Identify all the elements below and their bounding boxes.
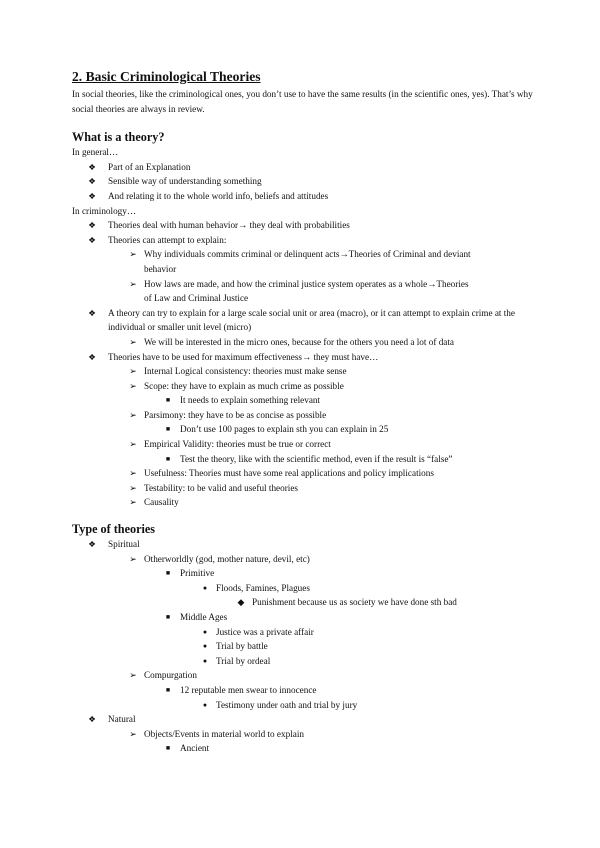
list-item xyxy=(72,408,542,423)
list-item xyxy=(72,566,542,581)
list-item-text: Part of an Explanation xyxy=(108,161,191,172)
list-item xyxy=(72,712,542,727)
section-heading-type-of-theories: Type of theories xyxy=(72,522,156,537)
diamond-bullet-icon: ❖ xyxy=(88,539,96,550)
arrow-bullet-icon: ➢ xyxy=(129,336,137,347)
list-item xyxy=(72,306,524,335)
page-title: 2. Basic Criminological Theories xyxy=(72,69,261,84)
list-item xyxy=(72,668,542,683)
arrow-bullet-icon: ➢ xyxy=(129,670,137,681)
arrow-bullet-icon: ➢ xyxy=(129,553,137,564)
list-item xyxy=(72,683,542,698)
square-bullet-icon: ■ xyxy=(165,454,171,463)
list-item-text: Spiritual xyxy=(108,539,140,550)
list-item-text: Causality xyxy=(144,497,179,508)
list-item-text: Theories deal with human behavior→ they deal with probabilities xyxy=(108,220,350,231)
list-item-text: Justice was a private affair xyxy=(216,626,314,637)
diamond-bullet-icon: ❖ xyxy=(88,234,96,245)
document-page xyxy=(72,68,542,756)
square-bullet-icon: ■ xyxy=(165,685,171,694)
dot-bullet-icon: ● xyxy=(202,583,208,592)
dot-bullet-icon: ● xyxy=(202,656,208,665)
list-item xyxy=(72,364,542,379)
list-item xyxy=(72,174,542,189)
diamond-bullet-icon: ❖ xyxy=(88,307,96,318)
list-item-text: Testability: to be valid and useful theories xyxy=(144,482,298,493)
list-item-text: Why individuals commits criminal or delinquent acts→Theories of Criminal and deviant behavior xyxy=(144,249,471,274)
list-item xyxy=(72,452,542,467)
list-item-text: Compurgation xyxy=(144,670,197,681)
list-item-text: Otherworldly (god, mother nature, devil, etc) xyxy=(144,553,310,564)
list-item xyxy=(72,727,542,742)
arrow-bullet-icon: ➢ xyxy=(129,439,137,450)
list-item-text: Testimony under oath and trial by jury xyxy=(216,699,358,710)
list-item-text: It needs to explain something relevant xyxy=(180,395,321,406)
list-item-text: Theories have to be used for maximum effectiveness→ they must have… xyxy=(108,351,379,362)
section-heading-what-is-theory: What is a theory? xyxy=(72,130,165,145)
square-bullet-icon: ■ xyxy=(165,744,171,753)
list-item-text: Punishment because us as society we have done sth bad xyxy=(252,597,457,608)
arrow-bullet-icon: ➢ xyxy=(129,249,137,260)
list-item xyxy=(72,481,542,496)
list-item-text: Objects/Events in material world to explain xyxy=(144,728,304,739)
spacer xyxy=(72,116,542,129)
arrow-bullet-icon: ➢ xyxy=(129,278,137,289)
arrow-bullet-icon: ➢ xyxy=(129,380,137,391)
black-diamond-bullet-icon: ◆ xyxy=(237,597,245,608)
list-item xyxy=(72,393,542,408)
diamond-bullet-icon: ❖ xyxy=(88,161,96,172)
list-item xyxy=(72,595,542,610)
arrow-bullet-icon: ➢ xyxy=(129,728,137,739)
diamond-bullet-icon: ❖ xyxy=(88,351,96,362)
diamond-bullet-icon: ❖ xyxy=(88,714,96,725)
arrow-bullet-icon: ➢ xyxy=(129,468,137,479)
list-item xyxy=(72,160,542,175)
list-item xyxy=(72,495,542,510)
list-item xyxy=(72,437,542,452)
diamond-bullet-icon: ❖ xyxy=(88,190,96,201)
list-item-text: Natural xyxy=(108,714,136,725)
arrow-bullet-icon: ➢ xyxy=(129,366,137,377)
list-item-text: Trial by ordeal xyxy=(216,655,271,666)
list-item xyxy=(72,581,542,596)
list-item xyxy=(72,335,542,350)
list-item xyxy=(72,625,542,640)
arrow-bullet-icon: ➢ xyxy=(129,409,137,420)
list-item-text: Ancient xyxy=(180,743,210,754)
list-item xyxy=(72,741,542,756)
list-item xyxy=(72,610,542,625)
arrow-bullet-icon: ➢ xyxy=(129,497,137,508)
square-bullet-icon: ■ xyxy=(165,396,171,405)
list-item-text: And relating it to the whole world info, beliefs and attitudes xyxy=(108,190,329,201)
list-item-text: Trial by battle xyxy=(216,641,268,652)
dot-bullet-icon: ● xyxy=(202,642,208,651)
list-item xyxy=(72,350,542,365)
list-item xyxy=(72,189,542,204)
list-item xyxy=(72,247,504,276)
list-item-text: 12 reputable men swear to innocence xyxy=(180,684,317,695)
list-item-text: Don’t use 100 pages to explain sth you can explain in 25 xyxy=(180,424,389,435)
list-item xyxy=(72,537,542,552)
list-item-text: Sensible way of understanding something xyxy=(108,176,262,187)
square-bullet-icon: ■ xyxy=(165,425,171,434)
list-item-text: Scope: they have to explain as much crime as possible xyxy=(144,380,344,391)
list-item xyxy=(72,466,542,481)
diamond-bullet-icon: ❖ xyxy=(88,176,96,187)
list-item-text: Usefulness: Theories must have some real applications and policy implications xyxy=(144,468,434,479)
list-item-text: We will be interested in the micro ones, because for the others you need a lot of data xyxy=(144,336,454,347)
list-item xyxy=(72,233,542,248)
list-item-text: A theory can try to explain for a large scale social unit or area (macro), or it can attempt to explain crime at the individual or smaller unit level (micro) xyxy=(108,307,515,333)
list-item xyxy=(72,277,474,306)
list-item xyxy=(72,654,542,669)
intro-paragraph: In social theories, like the criminological ones, you don’t use to have the same results (in the scientific ones, yes). That’s why social theories are always in review. xyxy=(72,89,533,114)
list-item-text: Parsimony: they have to be as concise as possible xyxy=(144,409,327,420)
list-item-text: Theories can attempt to explain: xyxy=(108,234,227,245)
square-bullet-icon: ■ xyxy=(165,613,171,621)
list-item xyxy=(72,639,542,654)
arrow-bullet-icon: ➢ xyxy=(129,482,137,493)
list-item xyxy=(72,422,542,437)
list-item xyxy=(72,552,542,567)
list-item-text: Primitive xyxy=(180,568,215,579)
list-item-text: Internal Logical consistency: theories must make sense xyxy=(144,366,347,377)
dot-bullet-icon: ● xyxy=(202,700,208,709)
list-item-text: Middle Ages xyxy=(180,612,228,622)
general-label: In general… xyxy=(72,147,119,158)
dot-bullet-icon: ● xyxy=(202,627,208,636)
diamond-bullet-icon: ❖ xyxy=(88,220,96,231)
list-item xyxy=(72,218,542,233)
list-item-text: Floods, Famines, Plagues xyxy=(216,582,310,593)
criminology-label: In criminology… xyxy=(72,205,137,216)
list-item-text: Empirical Validity: theories must be true or correct xyxy=(144,439,331,450)
list-item xyxy=(72,698,542,713)
list-item xyxy=(72,379,542,394)
list-item-text: Test the theory, like with the scientific method, even if the result is “false” xyxy=(180,453,453,464)
square-bullet-icon: ■ xyxy=(165,569,171,578)
spacer xyxy=(72,510,542,521)
list-item-text: How laws are made, and how the criminal justice system operates as a whole→Theories of Law and Criminal Justice xyxy=(144,278,469,304)
